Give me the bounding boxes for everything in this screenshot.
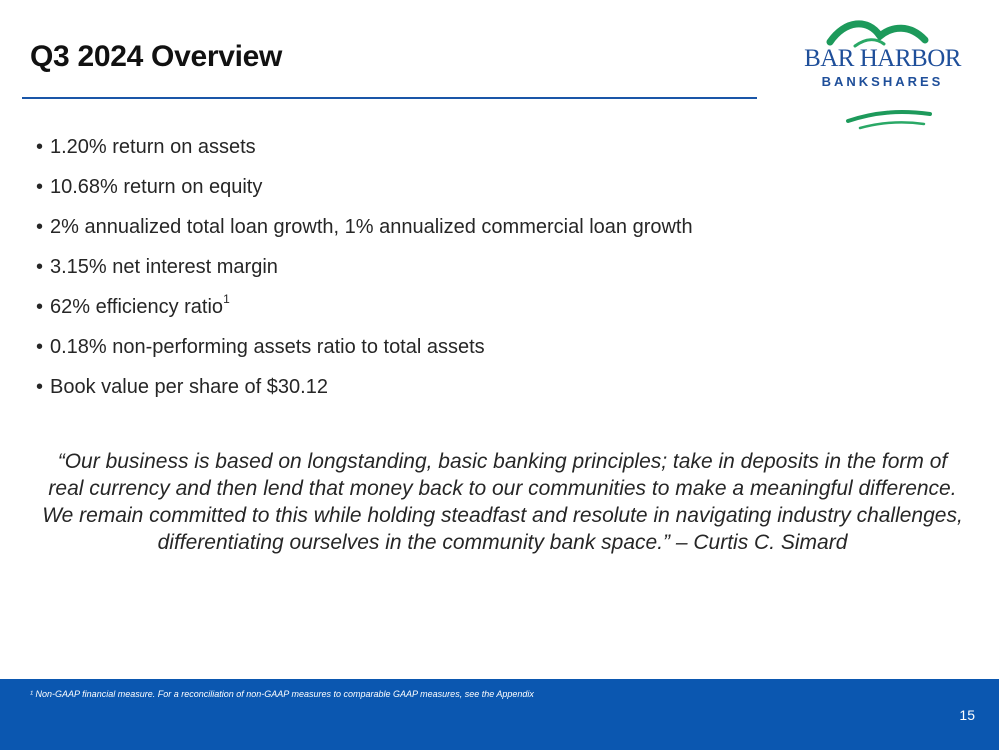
title-underline bbox=[22, 97, 757, 99]
logo-text-primary: BAR HARBOR bbox=[804, 45, 961, 72]
bar-harbor-logo bbox=[800, 16, 965, 132]
ceo-quote: “Our business is based on longstanding, basic banking principles; take in deposits in the form of real currency and then lend that money back to our communities to make a meaningful difference. We remain committed to this while holding steadfast and resolute in navigating industry challenges, differentiating ourselves in the community bank space.” – Curtis C. Simard bbox=[42, 450, 963, 554]
bullet-text: 3.15% net interest margin bbox=[50, 256, 278, 278]
footnote: ¹ Non-GAAP financial measure. For a reconciliation of non-GAAP measures to comparable GAAP measures, see the Appendix bbox=[30, 689, 534, 699]
list-item bbox=[36, 134, 916, 160]
bullet-text: 0.18% non-performing assets ratio to total assets bbox=[50, 336, 485, 358]
list-item bbox=[36, 254, 916, 280]
footer-bar bbox=[0, 679, 999, 750]
list-item bbox=[36, 214, 916, 240]
footnote-ref: 1 bbox=[223, 292, 230, 307]
list-item bbox=[36, 174, 916, 200]
bullet-marker: • bbox=[36, 296, 44, 318]
logo-text-secondary: BANKSHARES bbox=[821, 74, 944, 89]
bullet-text: 10.68% return on equity bbox=[50, 176, 263, 198]
bullet-marker: • bbox=[36, 136, 44, 158]
bullet-marker: • bbox=[36, 176, 44, 198]
bullet-marker: • bbox=[36, 216, 44, 238]
bullet-text: Book value per share of $30.12 bbox=[50, 376, 328, 398]
bullet-marker: • bbox=[36, 376, 44, 398]
bullet-marker: • bbox=[36, 256, 44, 278]
bullet-text: 2% annualized total loan growth, 1% annualized commercial loan growth bbox=[50, 216, 693, 238]
bullet-text: 62% efficiency ratio bbox=[50, 296, 224, 318]
page-number: 15 bbox=[959, 707, 975, 723]
slide-title: Q3 2024 Overview bbox=[30, 40, 283, 73]
bullet-marker: • bbox=[36, 336, 44, 358]
key-metrics-list bbox=[36, 134, 916, 414]
list-item bbox=[36, 294, 916, 320]
list-item bbox=[36, 334, 916, 360]
bullet-text: 1.20% return on assets bbox=[50, 136, 256, 158]
list-item bbox=[36, 374, 916, 400]
